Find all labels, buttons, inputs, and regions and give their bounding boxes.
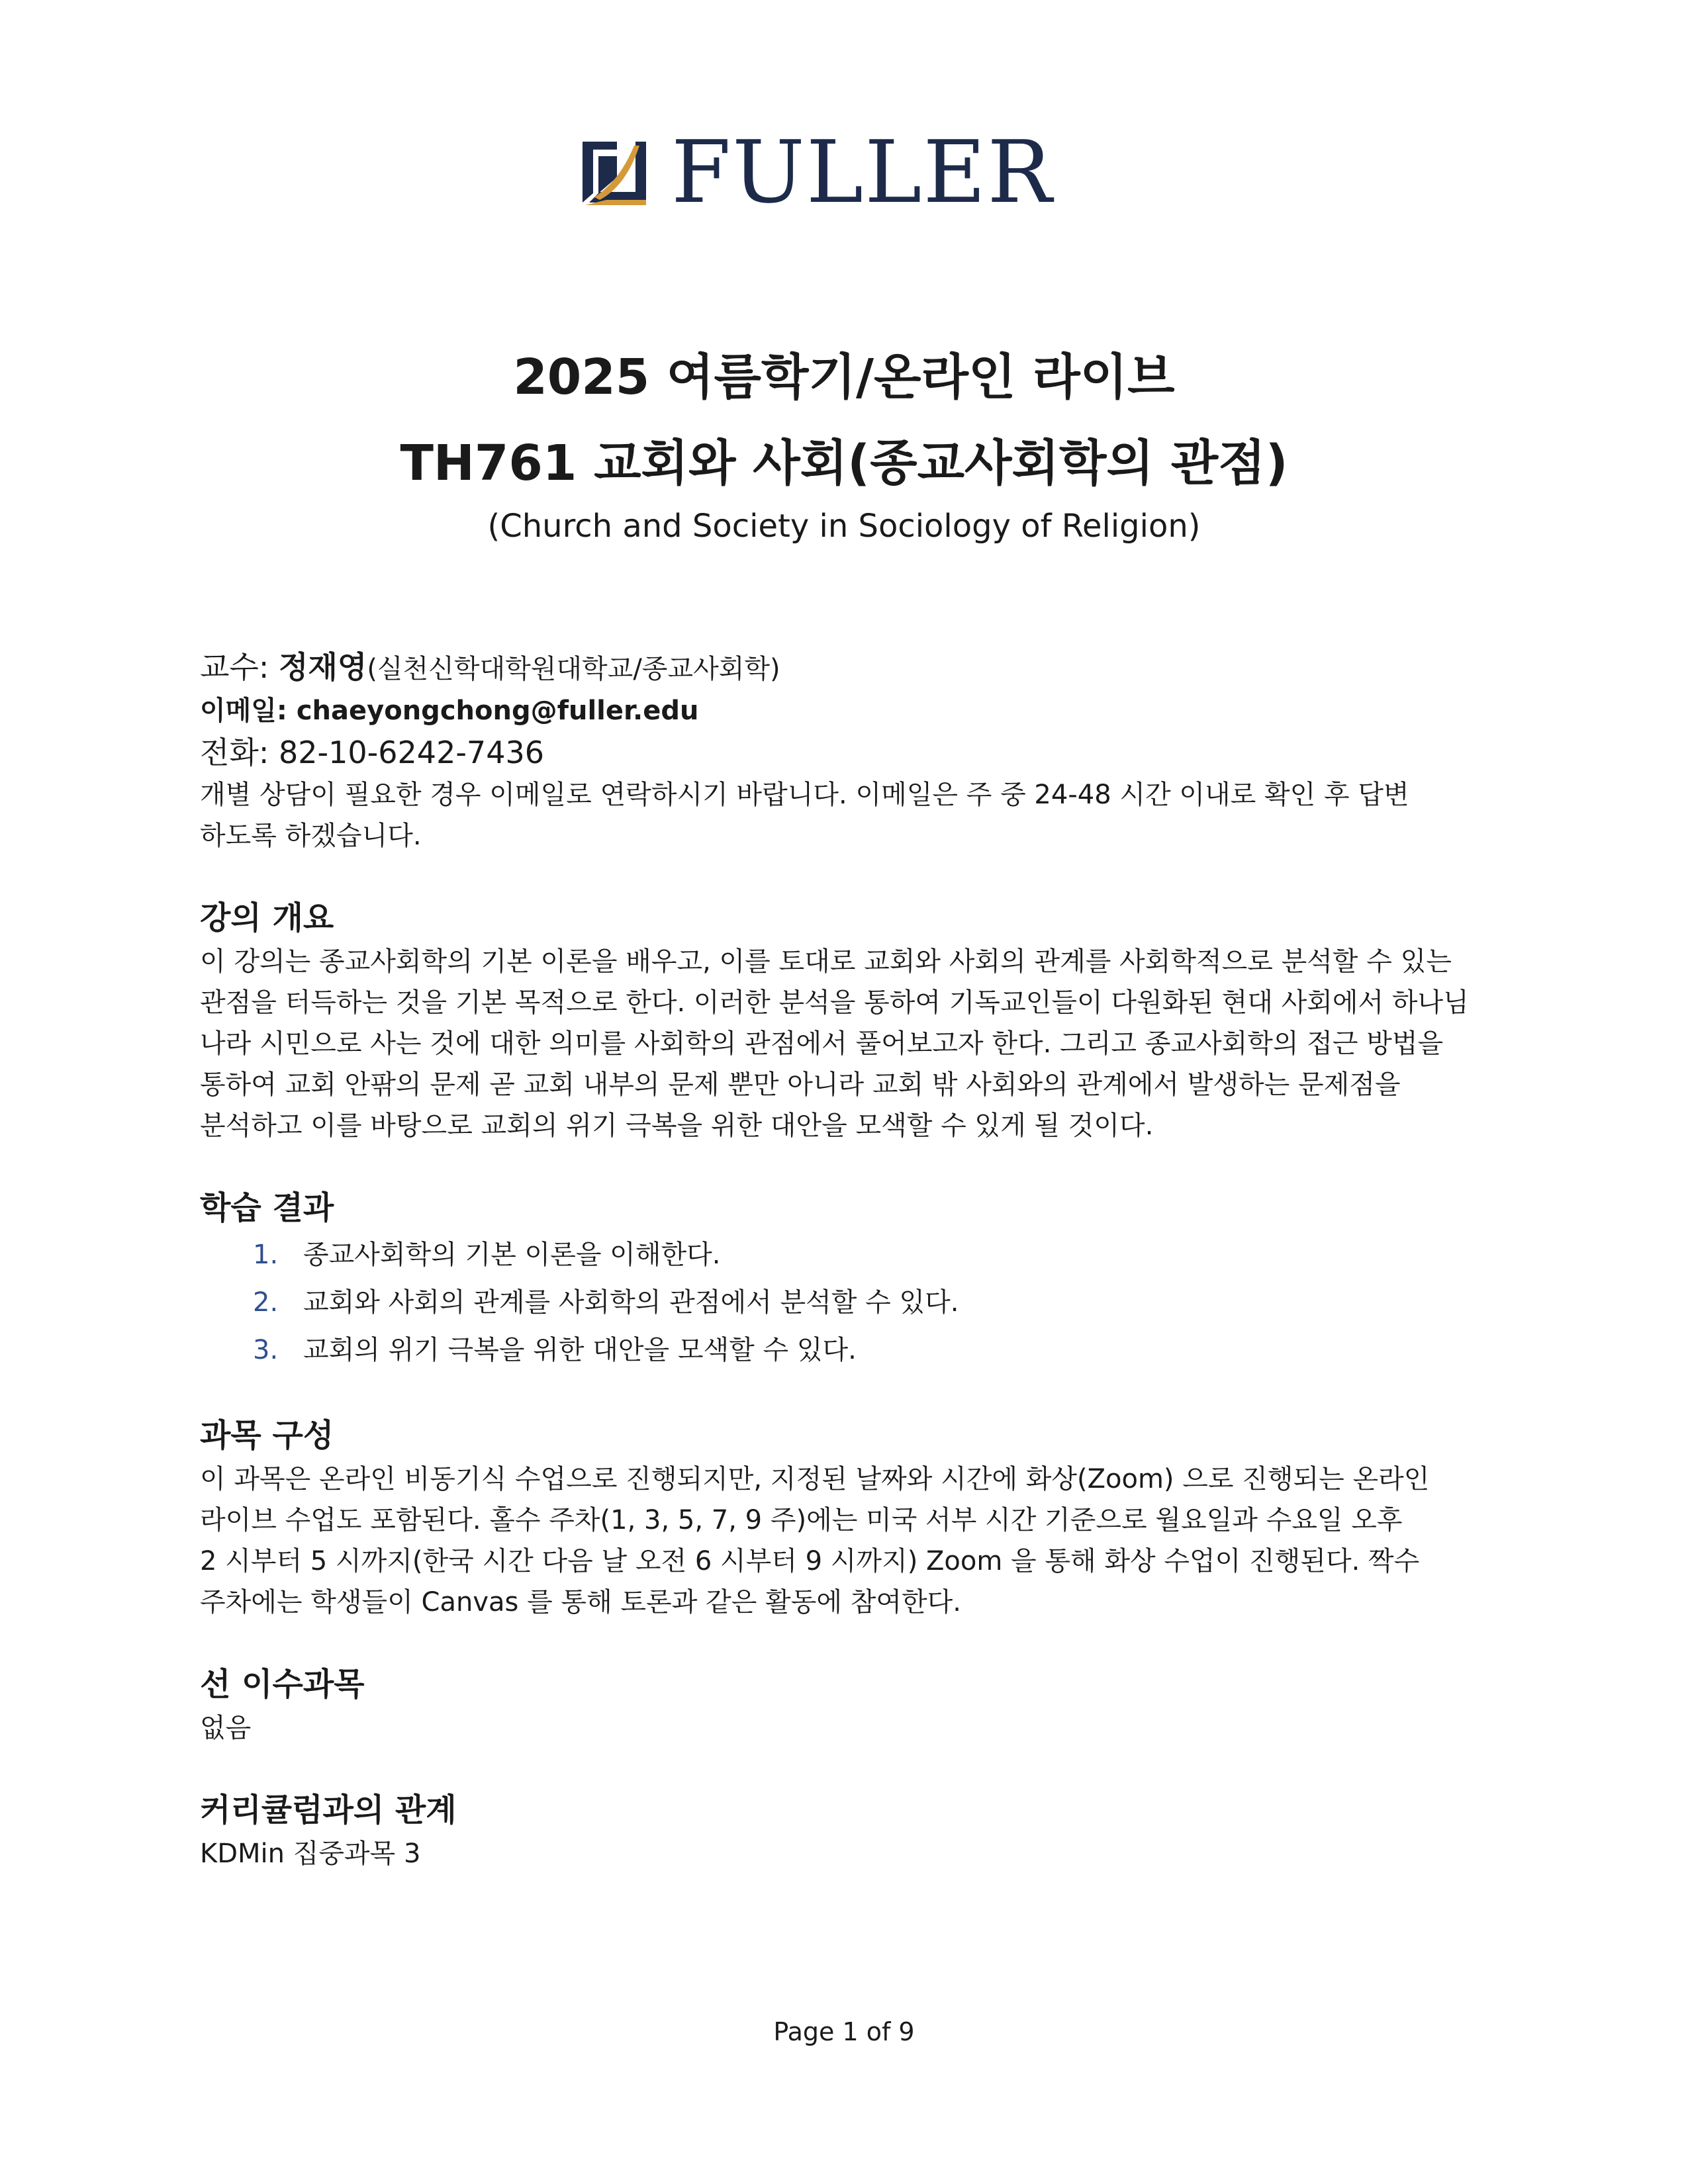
- outcome-number: 2.: [253, 1287, 279, 1318]
- structure-heading: 과목 구성: [200, 1417, 334, 1454]
- email-address[interactable]: chaeyongchong@fuller.edu: [296, 696, 699, 726]
- outcome-text: 교회의 위기 극복을 위한 대안을 모색할 수 있다.: [303, 1335, 857, 1365]
- outcome-text: 교회와 사회의 관계를 사회학의 관점에서 분석할 수 있다.: [303, 1287, 959, 1318]
- curriculum-heading: 커리큘럼과의 관계: [200, 1792, 457, 1829]
- overview-line: 통하여 교회 안팎의 문제 곧 교회 내부의 문제 뿐만 아니라 교회 밖 사회와의 관계에서 발생하는 문제점을: [200, 1069, 1401, 1100]
- overview-line: 관점을 터득하는 것을 기본 목적으로 한다. 이러한 분석을 통하여 기독교인들이 다원화된 현대 사회에서 하나님: [200, 987, 1469, 1018]
- outcomes-heading: 학습 결과: [200, 1189, 334, 1226]
- structure-line: 주차에는 학생들이 Canvas 를 통해 토론과 같은 활동에 참여한다.: [200, 1587, 961, 1617]
- prerequisites-heading: 선 이수과목: [200, 1666, 365, 1703]
- course-title-english: (Church and Society in Sociology of Religion): [487, 508, 1201, 545]
- curriculum-text: KDMin 집중과목 3: [200, 1839, 421, 1869]
- fuller-book-icon: [580, 136, 651, 208]
- overview-line: 나라 시민으로 사는 것에 대한 의미를 사회학의 관점에서 풀어보고자 한다. 그리고 종교사회학의 접근 방법을: [200, 1028, 1444, 1059]
- outcome-text: 종교사회학의 기본 이론을 이해한다.: [303, 1240, 721, 1270]
- instructor-name: 정재영: [279, 649, 367, 685]
- contact-note-line-2: 하도록 하겠습니다.: [200, 821, 422, 851]
- phone-line: [200, 731, 1497, 774]
- prerequisites-text: 없음: [200, 1713, 252, 1743]
- structure-line: 2 시부터 5 시까지(한국 시간 다음 날 오전 6 시부터 9 시까지) Zoom 을 통해 화상 수업이 진행된다. 짝수: [200, 1546, 1420, 1576]
- instructor-affiliation: (실천신학대학원대학교/종교사회학): [367, 654, 780, 684]
- email-label: 이메일:: [200, 696, 297, 726]
- structure-line: 라이브 수업도 포함된다. 홀수 주차(1, 3, 5, 7, 9 주)에는 미국 서부 시간 기준으로 월요일과 수요일 오후: [200, 1505, 1403, 1535]
- overview-heading: 강의 개요: [200, 899, 334, 936]
- instructor-label: 교수:: [200, 649, 279, 685]
- email-line: [200, 691, 1497, 731]
- course-title: TH761 교회와 사회(종교사회학의 관점): [400, 435, 1288, 492]
- phone-label: 전화:: [200, 735, 279, 770]
- phone-number: 82-10-6242-7436: [279, 735, 544, 770]
- outcomes-list: [200, 1231, 1497, 1374]
- page-number: Page 1 of 9: [773, 2017, 915, 2046]
- fuller-logo: [580, 122, 1109, 222]
- overview-line: 이 강의는 종교사회학의 기본 이론을 배우고, 이를 토대로 교회와 사회의 관계를 사회학적으로 분석할 수 있는: [200, 946, 1452, 977]
- outcome-item: [253, 1231, 1497, 1279]
- instructor-line: [200, 645, 1497, 691]
- outcome-number: 1.: [253, 1240, 279, 1270]
- outcome-item: [253, 1326, 1497, 1374]
- outcome-item: [253, 1279, 1497, 1326]
- logo-wordmark: FULLER: [671, 122, 1054, 222]
- contact-note-line-1: 개별 상담이 필요한 경우 이메일로 연락하시기 바랍니다. 이메일은 주 중 24-48 시간 이내로 확인 후 답변: [200, 780, 1409, 810]
- syllabus-content: [200, 645, 1497, 1874]
- structure-line: 이 과목은 온라인 비동기식 수업으로 진행되지만, 지정된 날짜와 시간에 화상(Zoom) 으로 진행되는 온라인: [200, 1464, 1430, 1494]
- outcome-number: 3.: [253, 1335, 279, 1365]
- term-title: 2025 여름학기/온라인 라이브: [513, 349, 1175, 406]
- overview-line: 분석하고 이를 바탕으로 교회의 위기 극복을 위한 대안을 모색할 수 있게 될 것이다.: [200, 1111, 1154, 1141]
